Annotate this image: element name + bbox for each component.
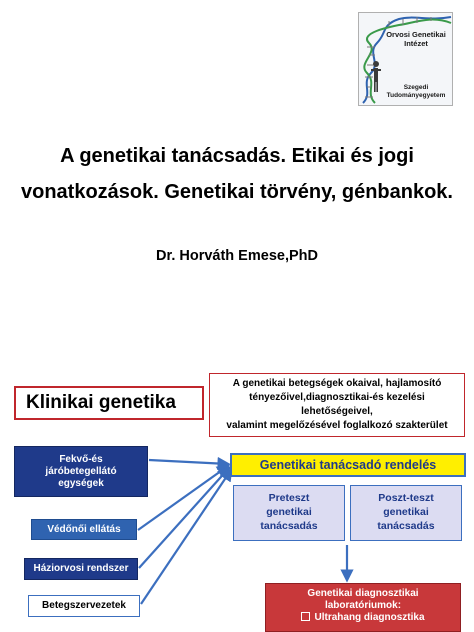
definition-line: tényezőivel,diagnosztikai-és kezelési bbox=[249, 392, 425, 403]
author: Dr. Horváth Emese,PhD bbox=[156, 248, 318, 264]
arrow-fekvo bbox=[149, 460, 228, 464]
definition-line: lehetőségeivel, bbox=[301, 406, 373, 417]
logo-text-bottom: Szegedi Tudományegyetem bbox=[386, 84, 446, 99]
checkbox-bullet-icon bbox=[301, 612, 310, 621]
preteszt-box: Preteszt genetikai tanácsadás bbox=[233, 485, 345, 541]
definition-box bbox=[209, 373, 465, 437]
definition-line: valamint megelőzésével foglalkozó szakterület bbox=[226, 420, 448, 431]
poszt-teszt-box: Poszt-teszt genetikai tanácsadás bbox=[350, 485, 462, 541]
haziorvosi-rendszer-box: Háziorvosi rendszer bbox=[24, 558, 138, 580]
vedonoi-ellatas-box: Védőnői ellátás bbox=[31, 519, 137, 540]
logo-text-top: Orvosi Genetikai Intézet bbox=[386, 30, 446, 48]
arrow-haziorvosi bbox=[139, 468, 229, 568]
betegszervezetek-box: Betegszervezetek bbox=[28, 595, 140, 617]
labor-bullet-text: Ultrahang diagnosztika bbox=[314, 612, 425, 623]
arrow-betegszerv bbox=[141, 470, 231, 604]
definition-line: A genetikai betegségek okaival, hajlamosító bbox=[232, 378, 442, 389]
title-line-2: vonatkozások. Genetikai törvény, génbankok. bbox=[21, 181, 453, 203]
tanacsado-rendeles-box: Genetikai tanácsadó rendelés bbox=[230, 453, 466, 477]
klinikai-genetika-box: Klinikai genetika bbox=[14, 386, 204, 420]
title-line-1: A genetikai tanácsadás. Etikai és jogi bbox=[60, 145, 414, 167]
diagnosztikai-labor-box: Genetikai diagnosztikai laboratóriumok: Ultrahang diagnosztika bbox=[265, 583, 461, 632]
fekvo-jarobeteg-box: Fekvő-és járóbetegellátó egységek bbox=[14, 446, 148, 497]
